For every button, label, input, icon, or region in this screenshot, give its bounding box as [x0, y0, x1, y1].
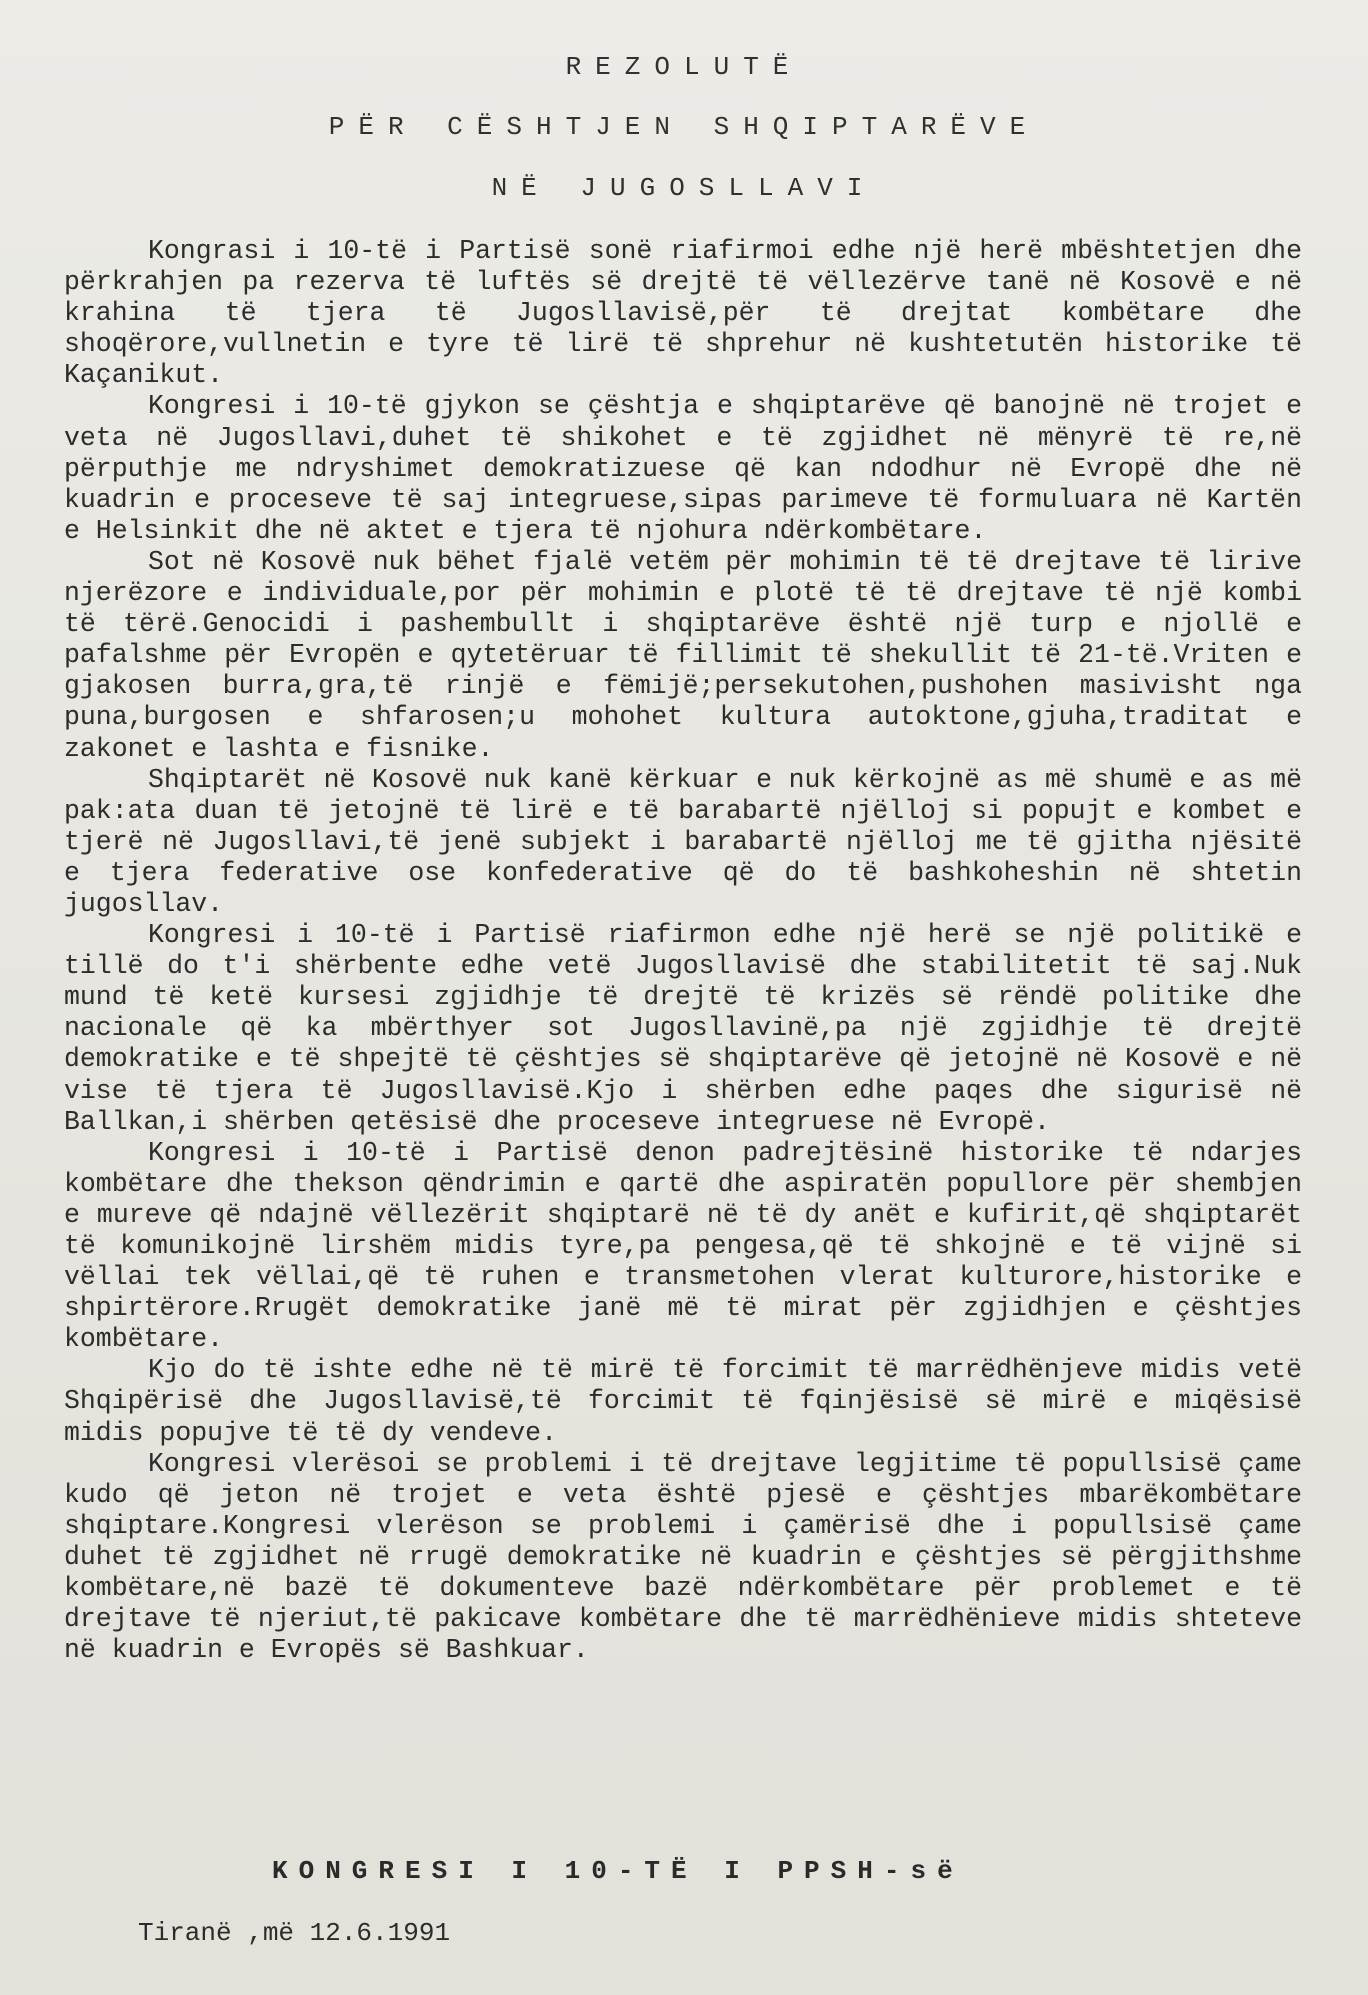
paragraph: Shqiptarët në Kosovë nuk kanë kërkuar e nuk kërkojnë as më shumë e as më pak:ata duan të jetojnë të lirë e të barabartë njëlloj si popujt e kombet e tjerë në Jugosllavi,të jenë subjekt i barabartë njëlloj me të gjitha njësitë e tjera federative ose konfederative që do të bashkoheshin në shtetin jugosllav. [64, 764, 1302, 919]
paragraph: Kongresi i 10-të i Partisë denon padrejtësinë historike të ndarjes kombëtare dhe thekson qëndrimin e qartë dhe aspiratën popullore për shembjen e mureve që ndajnë vëllezërit shqiptarë në të dy anët e kufirit,që shqiptarët të komunikojnë lirshëm midis tyre,pa pengesa,që të shkojnë e të vijnë si vëllai tek vëllai,që të ruhen e transmetohen vlerat kulturore,historike e shpirtërore.Rrugët demokratike janë më të mirat për zgjidhjen e çështjes kombëtare. [64, 1137, 1302, 1355]
place-and-date: Tiranë ,më 12.6.1991 [138, 1918, 451, 1948]
document-title: REZOLUTË [565, 52, 803, 82]
paragraph: Kongresi i 10-të gjykon se çështja e shqiptarëve që banojnë në trojet e veta në Jugosllavi,duhet të shikohet e të zgjidhet në mënyrë të re,në përputhje me ndryshimet demokratizuese që kan ndodhur në Evropë dhe në kuadrin e proceseve të saj integruese,sipas parimeve të formuluara në Kartën e Helsinkit dhe në aktet e tjera të njohura ndërkombëtare. [64, 391, 1302, 546]
paragraph: Sot në Kosovë nuk bëhet fjalë vetëm për mohimin të të drejtave të lirive njerëzore e individuale,por për mohimin e plotë të të drejtave të një kombi të tërë.Genocidi i pashembullt i shqiptarëve është një turp e njollë e pafalshme për Evropën e qytetëruar të fillimit të shekullit të 21-të.Vriten e gjakosen burra,gra,të rinjë e fëmijë;persekutohen,pushohen masivisht nga puna,burgosen e shfarosen;u mohohet kultura autoktone,gjuha,traditat e zakonet e lashta e fisnike. [64, 546, 1302, 764]
document-subtitle-2: NË JUGOSLLAVI [491, 173, 877, 203]
signature-line: KONGRESI I 10-TË I PPSH-së [272, 1856, 964, 1886]
paragraph: Kongresi vlerësoi se problemi i të drejtave legjitime të popullsisë çame kudo që jeton në trojet e veta është pjesë e çështjes mbarëkombëtare shqiptare.Kongresi vlerëson se problemi i çamërisë dhe i popullsisë çame duhet të zgjidhet në rrugë demokratike në kuadrin e çështjes së përgjithshme kombëtare,në bazë të dokumenteve bazë ndërkombëtare për problemet e të drejtave të njeriut,të pakicave kombëtare dhe të marrëdhënieve midis shteteve në kuadrin e Evropës së Bashkuar. [64, 1448, 1302, 1666]
document-subtitle: PËR CËSHTJEN SHQIPTARËVE [328, 112, 1040, 142]
paragraph: Kjo do të ishte edhe në të mirë të forcimit të marrëdhënjeve midis vetë Shqipërisë dhe Jugosllavisë,të forcimit të fqinjësisë së mirë e miqësisë midis popujve të të dy vendeve. [64, 1355, 1302, 1448]
paragraph: Kongrasi i 10-të i Partisë sonë riafirmoi edhe një herë mbështetjen dhe përkrahjen pa rezerva të luftës së drejtë të vëllezërve tanë në Kosovë e në krahina të tjera të Jugosllavisë,për të drejtat kombëtare dhe shoqërore,vullnetin e tyre të lirë të shprehur në kushtetutën historike të Kaçanikut. [64, 236, 1302, 391]
paragraph: Kongresi i 10-të i Partisë riafirmon edhe një herë se një politikë e tillë do t'i shërbente edhe vetë Jugosllavisë dhe stabilitetit të saj.Nuk mund të ketë kursesi zgjidhje të drejtë të krizës së rëndë politike dhe nacionale që ka mbërthyer sot Jugosllavinë,pa një zgjidhje të drejtë demokratike e të shpejtë të çështjes së shqiptarëve që jetojnë në Kosovë e në vise të tjera të Jugosllavisë.Kjo i shërben edhe paqes dhe sigurisë në Ballkan,i shërben qetësisë dhe proceseve integruese në Evropë. [64, 920, 1302, 1137]
document-body [64, 236, 1302, 1666]
